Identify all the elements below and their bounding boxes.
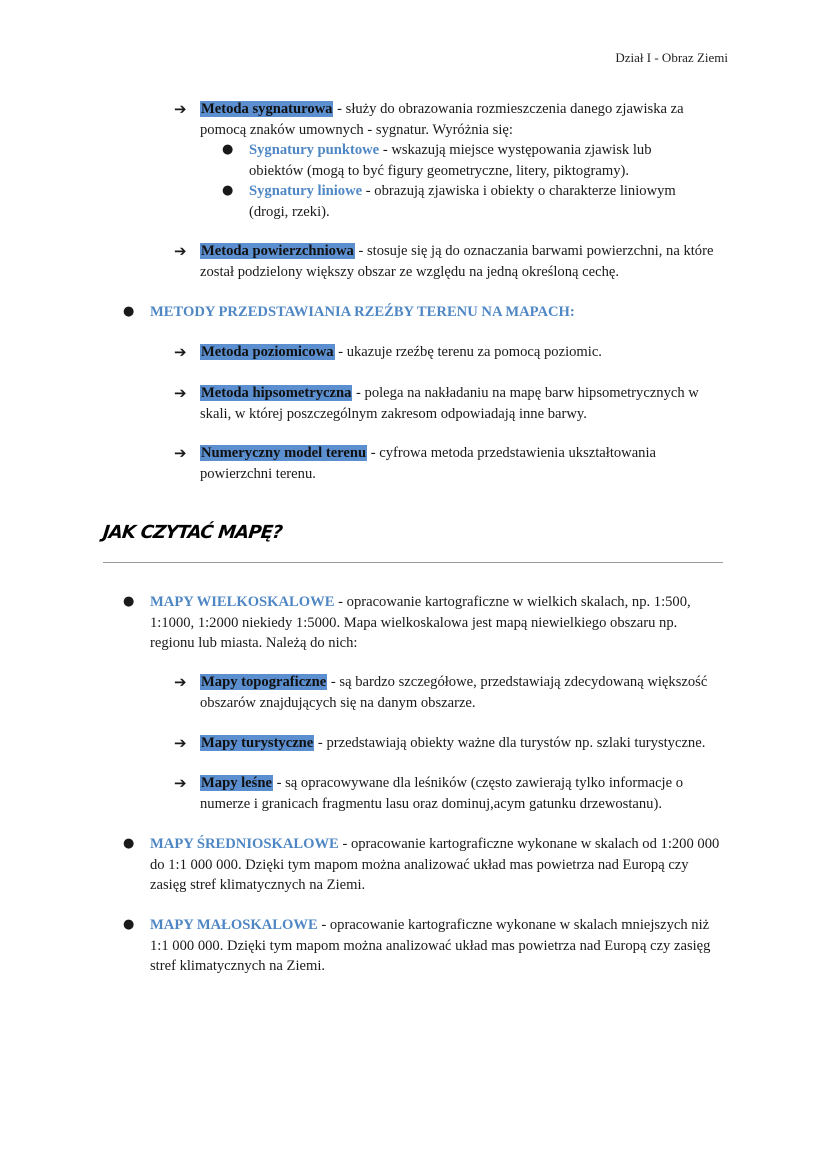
list-item-punktowe: ● Sygnatury punktowe - wskazują miejsce występowania zjawisk lub obiektów (mogą to być figury geometryczne, litery, piktogramy). [222,142,652,179]
list-item-powierzchniowa: ➔ Metoda powierzchniowa - stosuje się ją do oznaczania barwami powierzchni, na które został podzielony większy obszar ze względu na jedną określoną cechę. [174,242,714,280]
arrow-icon: ➔ [174,242,187,260]
arrow-icon: ➔ [174,343,187,361]
bullet-icon: ● [123,917,135,932]
relief-heading: ● METODY PRZEDSTAWIANIA RZEŹBY TERENU NA MAPACH: [150,302,725,323]
page-header: Dział I - Obraz Ziemi [615,50,728,65]
term-sygnaturowa: Metoda sygnaturowa [201,101,333,117]
list-item-numeryczny: ➔ Numeryczny model terenu - cyfrowa metoda przedstawienia ukształtowania powierzchni terenu. [174,444,657,482]
list-item-topograficzne: ➔ Mapy topograficzne - są bardzo szczegółowe, przedstawiają zdecydowaną większość obszarów znajdujących się na danym obszarze. [174,673,708,711]
list-item-liniowe: ● Sygnatury liniowe - obrazują zjawiska i obiekty o charakterze liniowym (drogi, rzeki). [222,183,676,220]
section-title: JAK CZYTAĆ MAPĘ? [101,522,284,543]
arrow-icon: ➔ [174,734,187,752]
arrow-icon: ➔ [174,444,187,462]
list-item-lesne: ➔ Mapy leśne - są opracowywane dla leśników (często zawierają tylko informacje o numerze i granicach fragmentu lasu oraz dominuj,acym gatunku drzewostanu). [174,774,684,812]
list-item-maloskalowe: ● MAPY MAŁOSKALOWE - opracowanie kartograficzne wykonane w skalach mniejszych niż 1:1 000 000. Dzięki tym mapom można analizować układ mas powietrza nad Europą czy zasięg stref klimatycznych na Ziemi. [123,917,711,974]
list-item-srednioskalowe: ● MAPY ŚREDNIOSKALOWE - opracowanie kartograficzne wykonane w skalach od 1:200 000 do 1:1 000 000. Dzięki tym mapom można analizować układ mas powietrza nad Europą czy zasięg stref klimatycznych na Ziemi. [123,836,720,893]
list-item-turystyczne: ➔ Mapy turystyczne - przedstawiają obiekty ważne dla turystów np. szlaki turystyczne. [174,734,706,752]
list-item-poziomicowa: ➔ Metoda poziomicowa - ukazuje rzeźbę terenu za pomocą poziomic. [174,343,602,361]
arrow-icon: ➔ [174,673,187,691]
bullet-icon: ● [123,594,135,609]
arrow-icon: ➔ [174,774,187,792]
bullet-icon: ● [222,183,234,198]
bullet-icon: ● [123,836,135,851]
bullet-icon: ● [123,304,135,319]
arrow-icon: ➔ [174,384,187,402]
bullet-icon: ● [222,142,234,157]
list-item-sygnaturowa: ➔ Metoda sygnaturowa - służy do obrazowania rozmieszczenia danego zjawiska za pomocą znaków umownych - sygnatur. Wyróżnia się: [174,100,684,138]
divider [103,562,723,563]
list-item-wielkoskalowe: ● MAPY WIELKOSKALOWE - opracowanie kartograficzne w wielkich skalach, np. 1:500, 1:1000, 1:2000 niekiedy 1:5000. Mapa wielkoskalowa jest mapą niewielkiego obszaru np. regionu lub miasta. Należą do nich: [123,594,691,651]
list-item-hipsometryczna: ➔ Metoda hipsometryczna - polega na nakładaniu na mapę barw hipsometrycznych w skali, w której poszczególnym zakresom odpowiadają inne barwy. [174,384,699,422]
arrow-icon: ➔ [174,100,187,118]
